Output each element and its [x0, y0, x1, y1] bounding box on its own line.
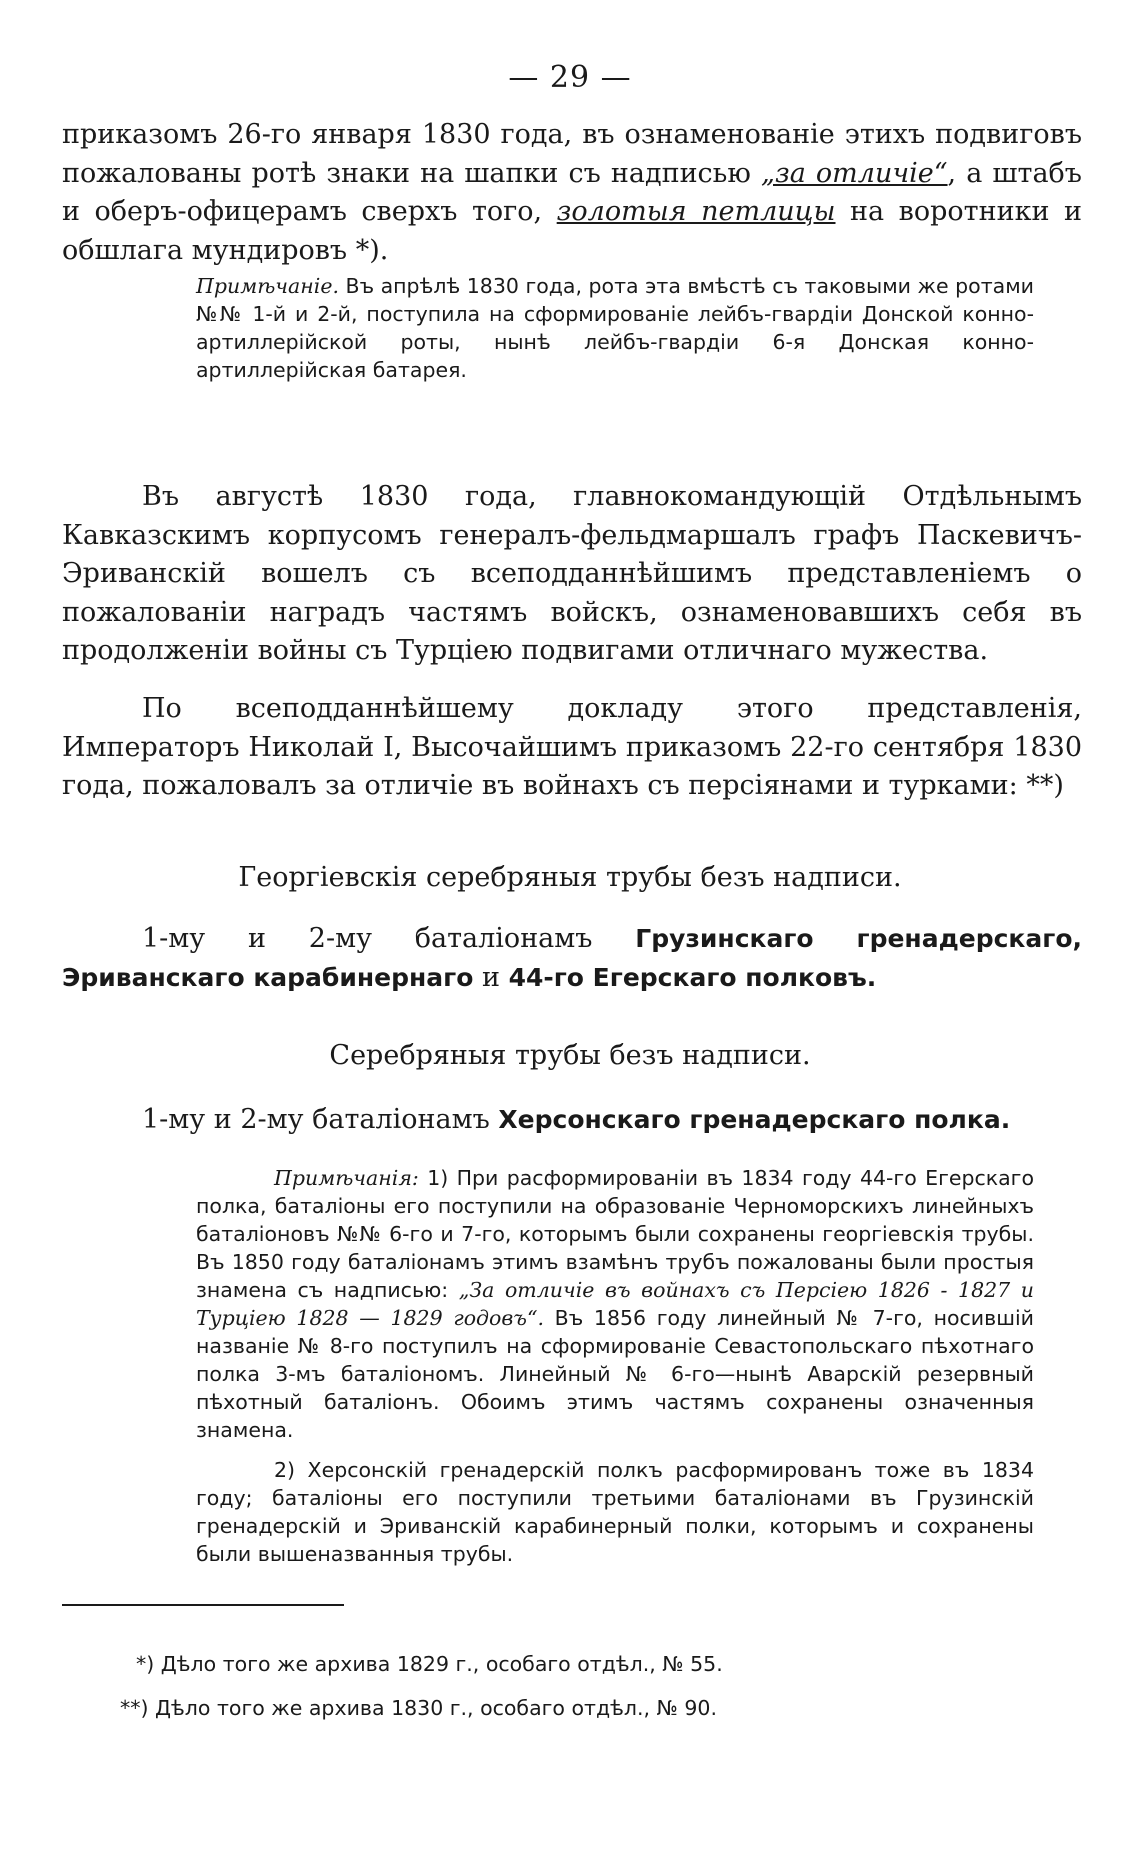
award-1-heading: Георгіевскія серебряныя трубы безъ надписи. [238, 862, 902, 893]
paragraph-1-text-a: приказомъ 26-го января 1830 года, въ ознаменованіе этихъ подвиговъ пожалованы ротѣ знаки на шапки съ надписью [62, 119, 1082, 189]
award-1-bold-1: Грузинскаго гренадерскаго, Эриванскаго карабинернаго [62, 924, 1083, 992]
paragraph-1-text-b: , а штабъ и оберъ-офицерамъ сверхъ того, [62, 157, 1082, 227]
award-2-prefix: 1-му и 2-му баталіонамъ [142, 1104, 499, 1135]
note-2-item-2: 2) Херсонскій гренадерскій полкъ расформированъ тоже въ 1834 году; баталіоны его поступили третьими баталіонами въ Грузинскій гренадерскій и Эриванскій карабинерный полки, которымъ и сохранены были вышеназванныя трубы. [196, 1458, 1034, 1566]
paragraph-1 [62, 116, 1082, 270]
award-2-text [62, 1101, 1082, 1140]
note-2-item-1-b: Въ 1856 году линейный № 7-го, носившій названіе № 8-го поступилъ на сформированіе Севастопольскаго пѣхотнаго полка 3-мъ баталіономъ. Линейный № 6-го—нынѣ Аварскій резервный пѣхотный баталіонъ. Обоимъ этимъ частямъ сохранены означенныя знамена. [196, 1306, 1034, 1442]
note-1 [196, 272, 1034, 384]
paragraph-3: По всеподданнѣйшему докладу этого представленія, Императоръ Николай I, Высочайшимъ приказомъ 22-го сентября 1830 года, пожаловалъ за отличіе въ войнахъ съ персіянами и турками: **) [62, 693, 1082, 801]
footnote-2: **) Дѣло того же архива 1830 г., особаго отдѣл., № 90. [120, 1696, 717, 1720]
paragraph-2: Въ августѣ 1830 года, главнокомандующій Отдѣльнымъ Кавказскимъ корпусомъ генералъ-фельдмаршалъ графъ Паскевичъ-Эриванскій вошелъ съ всеподданнѣйшимъ представленіемъ о пожалованіи наградъ частямъ войскъ, ознаменовавшихъ себя въ продолженіи войны съ Турціею подвигами отличнаго мужества. [62, 481, 1082, 666]
award-1-text [62, 920, 1082, 997]
paragraph-1-underlined: золотыя петлицы [556, 196, 836, 227]
note-1-text: Въ апрѣлѣ 1830 года, рота эта вмѣстѣ съ таковыми же ротами №№ 1-й и 2-й, поступила на сформированіе лейбъ-гвардіи Донской конно-артиллерійской роты, нынѣ лейбъ-гвардіи 6-я Донская конно-артиллерійская батарея. [196, 274, 1034, 382]
note-2-item-1 [196, 1164, 1034, 1444]
award-1-mid: и [473, 961, 509, 993]
paragraph-1-quote: „за отличіе“ [760, 157, 948, 189]
award-1-prefix: 1-му и 2-му баталіонамъ [142, 923, 636, 954]
page-number: — 29 — [508, 60, 632, 95]
note-2-lead: Примѣчанія: [274, 1166, 419, 1190]
paragraph-1-text-c: на воротники и обшлага мундировъ *). [62, 196, 1082, 266]
footnote-divider [62, 1604, 344, 1606]
note-2-item-1-a: 1) При расформированіи въ 1834 году 44-го Егерскаго полка, баталіоны его поступили на образованіе Черноморскихъ линейныхъ баталіоновъ №№ 6-го и 7-го, которымъ были сохранены георгіевскія трубы. Въ 1850 году баталіонамъ этимъ взамѣнъ трубъ пожалованы были простыя знамена съ надписью: [196, 1166, 1034, 1302]
award-2-bold: Херсонскаго гренадерскаго полка. [498, 1105, 1011, 1134]
footnote-1: *) Дѣло того же архива 1829 г., особаго отдѣл., № 55. [136, 1652, 723, 1676]
note-2-item-1-quote: „За отличіе въ войнахъ съ Персіею 1826 - 1827 и Турціею 1828 — 1829 годовъ“. [196, 1278, 1034, 1330]
award-2-heading: Серебряныя трубы безъ надписи. [329, 1040, 811, 1071]
award-1-bold-2: 44-го Егерскаго полковъ. [508, 962, 877, 992]
note-1-lead: Примѣчаніе. [196, 274, 339, 298]
